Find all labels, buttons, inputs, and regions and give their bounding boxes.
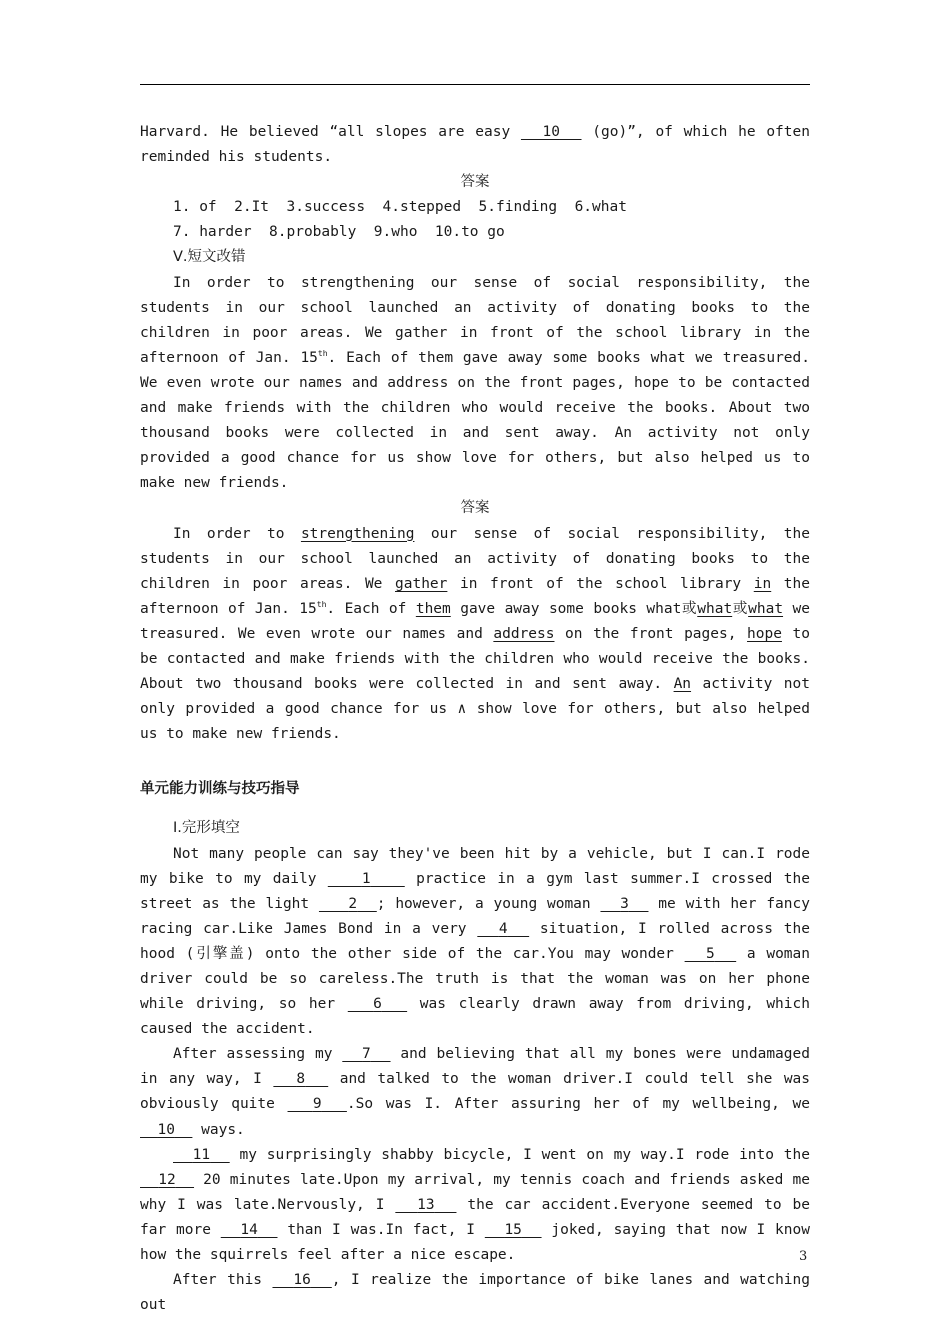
blank-16: 16 xyxy=(293,1272,311,1289)
section-5-title: Ⅴ.短文改错 xyxy=(173,249,246,266)
correction-6: what xyxy=(748,600,784,617)
cloze-paragraph-4: After this 16 , I realize the importance of bike lanes and watching out xyxy=(140,1272,810,1314)
blank-4: 4 xyxy=(498,920,508,937)
text: Harvard. He believed “all slopes are easy xyxy=(140,124,521,140)
blank-7: 7 xyxy=(362,1046,371,1063)
cloze-paragraph-3: 11 my surprisingly shabby bicycle, I went on my way.I rode into the 12 20 minutes late.Upon my arrival, my tennis coach and friends asked me why I was late.Nervously, I 13 the car accident.Everyone seemed to be far more 14 than I was.In fact, I 15 joked, saying that now I know how the squirrels feel after a nice escape. xyxy=(140,1146,811,1264)
correction-8: hope xyxy=(747,625,782,642)
blank-15: 15 xyxy=(504,1221,522,1238)
correction-9: An xyxy=(673,676,692,693)
correction-7: address xyxy=(493,625,555,642)
blank-10: 10 xyxy=(157,1121,175,1138)
correction-2: gather xyxy=(395,575,448,592)
cloze-paragraph-2: After assessing my 7 and believing that all my bones were undamaged in any way, I 8 and talked to the woman driver.I could tell she was obviously quite 9 .So was I. After assuring her of my wellbeing, we 10 ways. xyxy=(140,1046,811,1138)
blank-10: 10 xyxy=(542,124,560,140)
blank-8: 8 xyxy=(296,1071,306,1088)
blank-12: 12 xyxy=(158,1171,176,1188)
page-content xyxy=(140,120,810,1318)
correction-4: them xyxy=(415,600,451,617)
header-rule xyxy=(140,84,810,85)
correction-1: strengthening xyxy=(300,525,415,542)
blank-1: 1 xyxy=(361,870,371,887)
answer-label: 答案 xyxy=(460,174,490,191)
blank-9: 9 xyxy=(312,1096,322,1113)
text: (go)”, of which he often reminded his students. xyxy=(140,124,810,166)
blank-5: 5 xyxy=(706,945,715,962)
correction-5: what xyxy=(697,600,733,617)
blank-13: 13 xyxy=(417,1196,435,1213)
harvard-paragraph xyxy=(140,120,810,170)
blank-6: 6 xyxy=(373,996,382,1013)
correction-3: in xyxy=(753,575,772,592)
unit-heading: 单元能力训练与技巧指导 xyxy=(140,781,300,798)
answers-row-2: 7. harder 8.probably 9.who 10.to go xyxy=(173,224,505,241)
blank-3: 3 xyxy=(620,895,629,912)
blank-14: 14 xyxy=(240,1221,258,1238)
section-1-title: Ⅰ.完形填空 xyxy=(173,820,240,837)
page-number: 3 xyxy=(799,1249,808,1264)
blank-2: 2 xyxy=(348,895,358,912)
corrected-essay: In order to strengthening our sense of social responsibility, the students in our school launched an activity of donating books to the children in poor areas. We gather in front of the school library in the afternoon of Jan. 15th. Each of them gave away some books what或what或what we treasured. We even wrote our names and address on the front pages, hope to be contacted and make friends with the children who would receive the books. About two thousand books were collected in and sent away. An activity not only provided a good chance for us ∧ show love for others, but also helped us to make new friends. xyxy=(140,525,810,743)
blank-11: 11 xyxy=(192,1146,211,1163)
cloze-paragraph-1: Not many people can say they've been hit by a vehicle, but I can.I rode my bike to my daily 1 practice in a gym last summer.I crossed the street as the light 2 ; however, a young woman 3 me with her fancy racing car.Like James Bond in a very 4 situation, I rolled across the hood (引擎盖) onto the other side of the car.You may wonder 5 a woman driver could be so careless.The truth is that the woman was on her phone while driving, so her 6 was clearly drawn away from driving, which caused the accident. xyxy=(140,845,810,1038)
answer-label-2: 答案 xyxy=(460,500,490,517)
answers-row-1: 1. of 2.It 3.success 4.stepped 5.finding 6.what xyxy=(173,199,627,216)
error-essay: In order to strengthening our sense of social responsibility, the students in our school launched an activity of donating books to the children in poor areas. We gather in front of the school library in the afternoon of Jan. 15th. Each of them gave away some books what we treasured. We even wrote our names and address on the front pages, hope to be contacted and make friends with the children who would receive the books. About two thousand books were collected in and sent away. An activity not only provided a good chance for us show love for others, but also helped us to make new friends. xyxy=(140,274,810,492)
